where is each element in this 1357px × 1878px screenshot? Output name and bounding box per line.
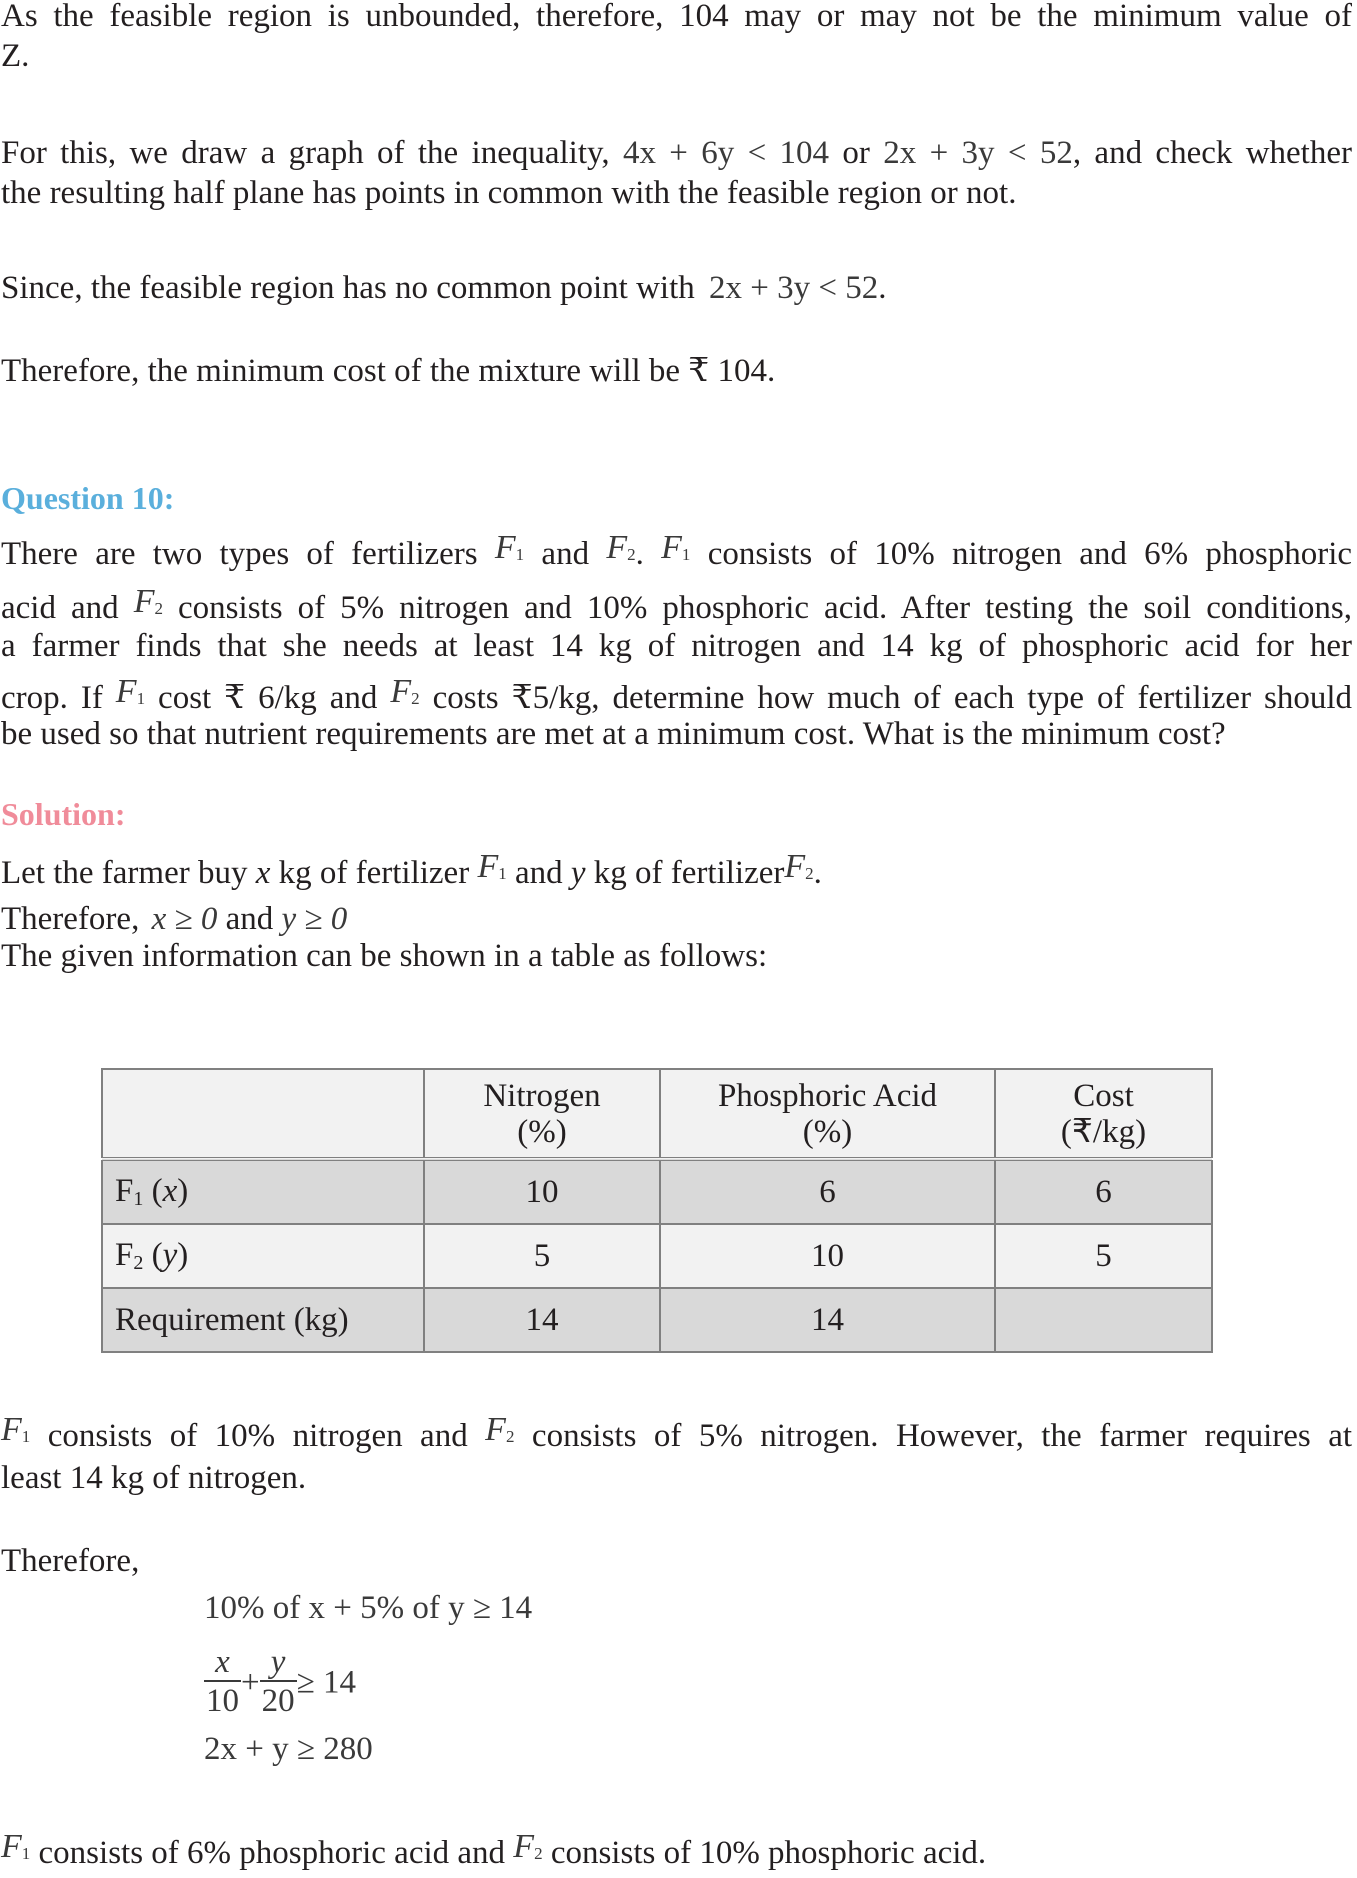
equation-2: $\frac{x}{10}$ + $\frac{y}{20}$ ≥ 14 xyxy=(206,1644,356,1720)
therefore-label: Therefore, xyxy=(1,1543,140,1579)
text: acid and xyxy=(1,590,119,626)
var-y: y xyxy=(570,855,586,891)
text: cost ₹ 6/kg and xyxy=(158,680,378,716)
text: Therefore, xyxy=(1,901,140,937)
text: . xyxy=(635,536,644,572)
cell-phosphoric: 6 xyxy=(660,1159,995,1224)
text: or xyxy=(842,135,870,171)
math-x-nonneg: x ≥ 0 xyxy=(151,901,218,937)
solution-nonneg-line xyxy=(1,899,1352,939)
symbol-f2: $F_2$ xyxy=(784,848,814,885)
row-label-requirement: Requirement (kg) xyxy=(102,1288,424,1352)
symbol-f1: $F_1$ xyxy=(1,1411,31,1448)
table-header-nitrogen: Nitrogen (%) xyxy=(424,1069,660,1159)
text: . xyxy=(813,855,822,891)
equation-3: 2x + y ≥ 280 xyxy=(204,1731,373,1767)
symbol-f1: $F_1$ xyxy=(477,848,507,885)
question-line4 xyxy=(1,673,1353,718)
text: crop. If xyxy=(1,680,103,716)
symbol-f1: $F_1$ xyxy=(661,529,691,566)
question-line5: be used so that nutrient requirements are met at a minimum cost. What is the minimum cost? xyxy=(1,716,1226,752)
text: kg of fertilizer xyxy=(593,855,785,891)
cell-nitrogen: 14 xyxy=(424,1288,660,1352)
text: kg of fertilizer xyxy=(278,855,470,891)
table-header-phosphoric: Phosphoric Acid (%) xyxy=(660,1069,995,1159)
paragraph-unbounded-line2: Z. xyxy=(1,38,30,74)
math-inequality-2: 2x + 3y < 52 xyxy=(883,135,1073,171)
table-header-row xyxy=(102,1069,1212,1159)
var-x: x xyxy=(255,855,271,891)
text: Let the farmer buy xyxy=(1,855,248,891)
text: and xyxy=(514,855,563,891)
cell-nitrogen: 5 xyxy=(424,1224,660,1288)
text: consists of 6% phosphoric acid and xyxy=(38,1835,506,1871)
math-inequality-1: 4x + 6y < 104 xyxy=(622,135,830,171)
question-line1 xyxy=(1,529,1353,574)
fraction-x-10: $\frac{x}{10}$ xyxy=(206,1644,239,1720)
paragraph-unbounded-line1: As the feasible region is unbounded, therefore, 104 may or may not be the minimum value of xyxy=(1,0,1352,34)
paragraph-inequality-line1 xyxy=(1,133,1352,173)
symbol-f2: $F_2$ xyxy=(133,583,163,620)
text: There are two types of fertilizers xyxy=(1,536,478,572)
text: and xyxy=(541,536,590,572)
text: consists of 10% nitrogen and xyxy=(47,1418,468,1454)
table-row xyxy=(102,1224,1212,1288)
cell-phosphoric: 10 xyxy=(660,1224,995,1288)
phosphoric-line1 xyxy=(1,1828,1352,1878)
paragraph-minimum-cost: Therefore, the minimum cost of the mixture will be ₹ 104. xyxy=(1,353,776,389)
equation-1: 10% of x + 5% of y ≥ 14 xyxy=(204,1590,533,1626)
question-heading: Question 10: xyxy=(1,480,175,516)
symbol-f2: $F_2$ xyxy=(513,1828,543,1865)
question-line3: a farmer finds that she needs at least 14 kg of nitrogen and 14 kg of phosphoric acid for her xyxy=(1,628,1352,664)
table-row xyxy=(102,1288,1212,1352)
math-inequality-3: 2x + 3y < 52 xyxy=(709,270,879,306)
text: consists of 10% phosphoric acid. xyxy=(550,1835,987,1871)
symbol-f2: $F_2$ xyxy=(390,673,420,710)
text: consists of 5% nitrogen. However, the farmer requires at xyxy=(531,1418,1353,1454)
cell-cost: 5 xyxy=(995,1224,1212,1288)
cell-phosphoric: 14 xyxy=(660,1288,995,1352)
text: and xyxy=(225,901,274,937)
paragraph-no-common-point xyxy=(1,268,1352,308)
solution-heading: Solution: xyxy=(1,796,126,832)
text: Since, the feasible region has no common point with xyxy=(1,270,695,306)
nitrogen-line1 xyxy=(1,1411,1353,1456)
symbol-f2: $F_2$ xyxy=(485,1411,515,1448)
paragraph-inequality-line2: the resulting half plane has points in common with the feasible region or not. xyxy=(1,175,1017,211)
text: For this, we draw a graph of the inequality, xyxy=(1,135,610,171)
math-y-nonneg: y ≥ 0 xyxy=(281,901,348,937)
row-label-f2: $F_2$ (y) xyxy=(102,1224,424,1288)
fraction-y-20: $\frac{y}{20}$ xyxy=(261,1644,295,1720)
cell-cost xyxy=(995,1288,1212,1352)
symbol-f1: $F_1$ xyxy=(115,673,146,710)
table-header-cost: Cost (₹/kg) xyxy=(995,1069,1212,1159)
text: costs ₹5/kg, determine how much of each type of fertilizer should xyxy=(432,680,1353,716)
table-header-cell-empty xyxy=(102,1069,424,1159)
symbol-f1: $F_1$ xyxy=(494,529,525,566)
text: . xyxy=(878,270,887,306)
text: , and check whether xyxy=(1072,135,1352,171)
question-line2 xyxy=(1,583,1353,628)
cell-nitrogen: 10 xyxy=(424,1159,660,1224)
text: consists of 10% nitrogen and 6% phosphoric xyxy=(707,536,1353,572)
fertilizer-table xyxy=(101,1068,1213,1353)
text: consists of 5% nitrogen and 10% phosphoric acid. After testing the soil conditions, xyxy=(178,590,1353,626)
cell-cost: 6 xyxy=(995,1159,1212,1224)
nitrogen-line2: least 14 kg of nitrogen. xyxy=(1,1460,307,1496)
symbol-f2: $F_2$ xyxy=(606,529,636,566)
symbol-f1: $F_1$ xyxy=(1,1828,31,1865)
solution-let-line xyxy=(1,848,1352,898)
row-label-f1: $F_1$ (x) xyxy=(102,1159,424,1224)
solution-given-line: The given information can be shown in a table as follows: xyxy=(1,938,768,974)
table-row xyxy=(102,1159,1212,1224)
